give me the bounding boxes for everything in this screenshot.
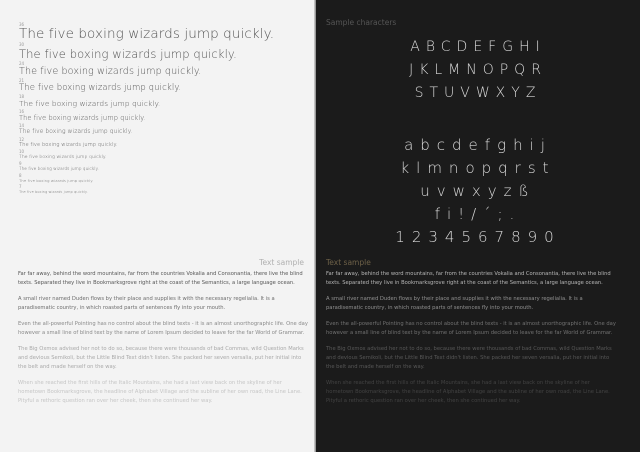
sample-paragraph: Far far away, behind the word mountains, far from the countries Vokalia and Consonantia, there live the blind texts. Separated they live in Bookmarksgrove right at the coast of the Semantics, a large language ocean. [326, 271, 611, 286]
size-waterfall [19, 22, 309, 195]
waterfall-line: The five boxing wizards jump quickly. [19, 166, 99, 171]
uppercase-row: STUVWXYZ [414, 85, 542, 101]
waterfall-size-label: 24 [19, 61, 25, 66]
sample-paragraph: Even the all-powerful Pointing has no control about the blind texts - it is an almost unorthographic life. One day however a small line of blind text by the name of Lorem Ipsum decided to leave for the far World of Grammar. [18, 321, 308, 336]
waterfall-size-label: 16 [19, 109, 25, 114]
waterfall-size-label: 10 [19, 149, 25, 154]
sample-characters-heading: Sample characters [326, 18, 397, 27]
sample-paragraph: The Big Oxmox advised her not to do so, because there were thousands of bad Commas, wild Question Marks and devious Semikoli, but the Little Blind Text didn't listen. She packed her seven versalia, put her initial into the belt and made herself on the way. [326, 346, 612, 370]
waterfall-line: The five boxing wizards jump quickly. [19, 99, 161, 108]
uppercase-glyph-set [316, 36, 640, 105]
text-sample-body [18, 270, 310, 413]
left-page [0, 0, 316, 452]
waterfall-line: The five boxing wizards jump quickly. [19, 26, 275, 42]
waterfall-line: The five boxing wizards jump quickly. [19, 141, 118, 148]
sample-paragraph: When she reached the first hills of the Italic Mountains, she had a last view back on the skyline of her hometown Bookmarksgrove, the headline of Alphabet Village and the subline of her own road, the Line Lane. Pityful a rethoric question ran over her cheek, then she continued her way. [326, 380, 610, 404]
waterfall-line: The five boxing wizards jump quickly. [19, 83, 182, 93]
waterfall-line: The five boxing wizards jump quickly. [19, 177, 94, 183]
waterfall-size-label: 7 [19, 183, 22, 189]
waterfall-size-label: 12 [19, 136, 25, 142]
waterfall-line: The five boxing wizards jump quickly. [19, 114, 146, 122]
waterfall-line: The five boxing wizards jump quickly. [19, 155, 107, 160]
sample-paragraph: Even the all-powerful Pointing has no control about the blind texts - it is an almost unorthographic life. One day however a small line of blind text by the name of Lorem Ipsum decided to leave for the far World of Grammar. [326, 321, 616, 336]
waterfall-line: The five boxing wizards jump quickly. [19, 47, 237, 61]
sample-paragraph: A small river named Duden flows by their place and supplies it with the necessary regelialia. It is a paradisematic country, in which roasted parts of sentences fly into your mouth. [326, 296, 583, 311]
waterfall-size-label: 21 [19, 78, 25, 83]
waterfall-size-label: 8 [19, 172, 22, 178]
waterfall-line: The five boxing wizards jump quickly. [19, 66, 202, 77]
lowercase-row: uvwxyzß [420, 182, 536, 200]
sample-paragraph: Far far away, behind the word mountains, far from the countries Vokalia and Consonantia, there live the blind texts. Separated they live in Bookmarksgrove right at the coast of the Semantics, a large language ocean. [18, 271, 303, 286]
text-sample-body [326, 270, 618, 413]
waterfall-line: The five boxing wizards jump quickly. [19, 189, 88, 194]
waterfall-line: The five boxing wizards jump quickly. [19, 129, 133, 135]
right-page [316, 0, 640, 452]
sample-paragraph: When she reached the first hills of the Italic Mountains, she had a last view back on the skyline of her hometown Bookmarksgrove, the headline of Alphabet Village and the subline of her own road, the Line Lane. Pityful a rethoric question ran over her cheek, then she continued her way. [18, 380, 302, 404]
lowercase-row: klmnopqrst [400, 159, 556, 177]
lowercase-glyph-set [316, 134, 640, 249]
text-sample-heading: Text sample [259, 258, 304, 267]
text-sample-heading: Text sample [326, 258, 371, 267]
numerals-row: 1234567890 [395, 228, 561, 246]
waterfall-size-label: 36 [19, 22, 25, 27]
uppercase-row: ABCDEFGHI [410, 39, 546, 55]
sample-paragraph: A small river named Duden flows by their place and supplies it with the necessary regelialia. It is a paradisematic country, in which roasted parts of sentences fly into your mouth. [18, 296, 275, 311]
waterfall-size-label: 18 [19, 94, 25, 99]
lowercase-row: abcdefghij [404, 136, 552, 154]
waterfall-size-label: 9 [19, 161, 22, 166]
waterfall-size-label: 14 [19, 123, 25, 128]
punctuation-row: fi!/´;. [434, 205, 522, 223]
waterfall-size-label: 30 [19, 42, 25, 47]
sample-paragraph: The Big Oxmox advised her not to do so, because there were thousands of bad Commas, wild Question Marks and devious Semikoli, but the Little Blind Text didn't listen. She packed her seven versalia, put her initial into the belt and made herself on the way. [18, 346, 304, 370]
uppercase-row: JKLMNOPQR [409, 62, 547, 78]
